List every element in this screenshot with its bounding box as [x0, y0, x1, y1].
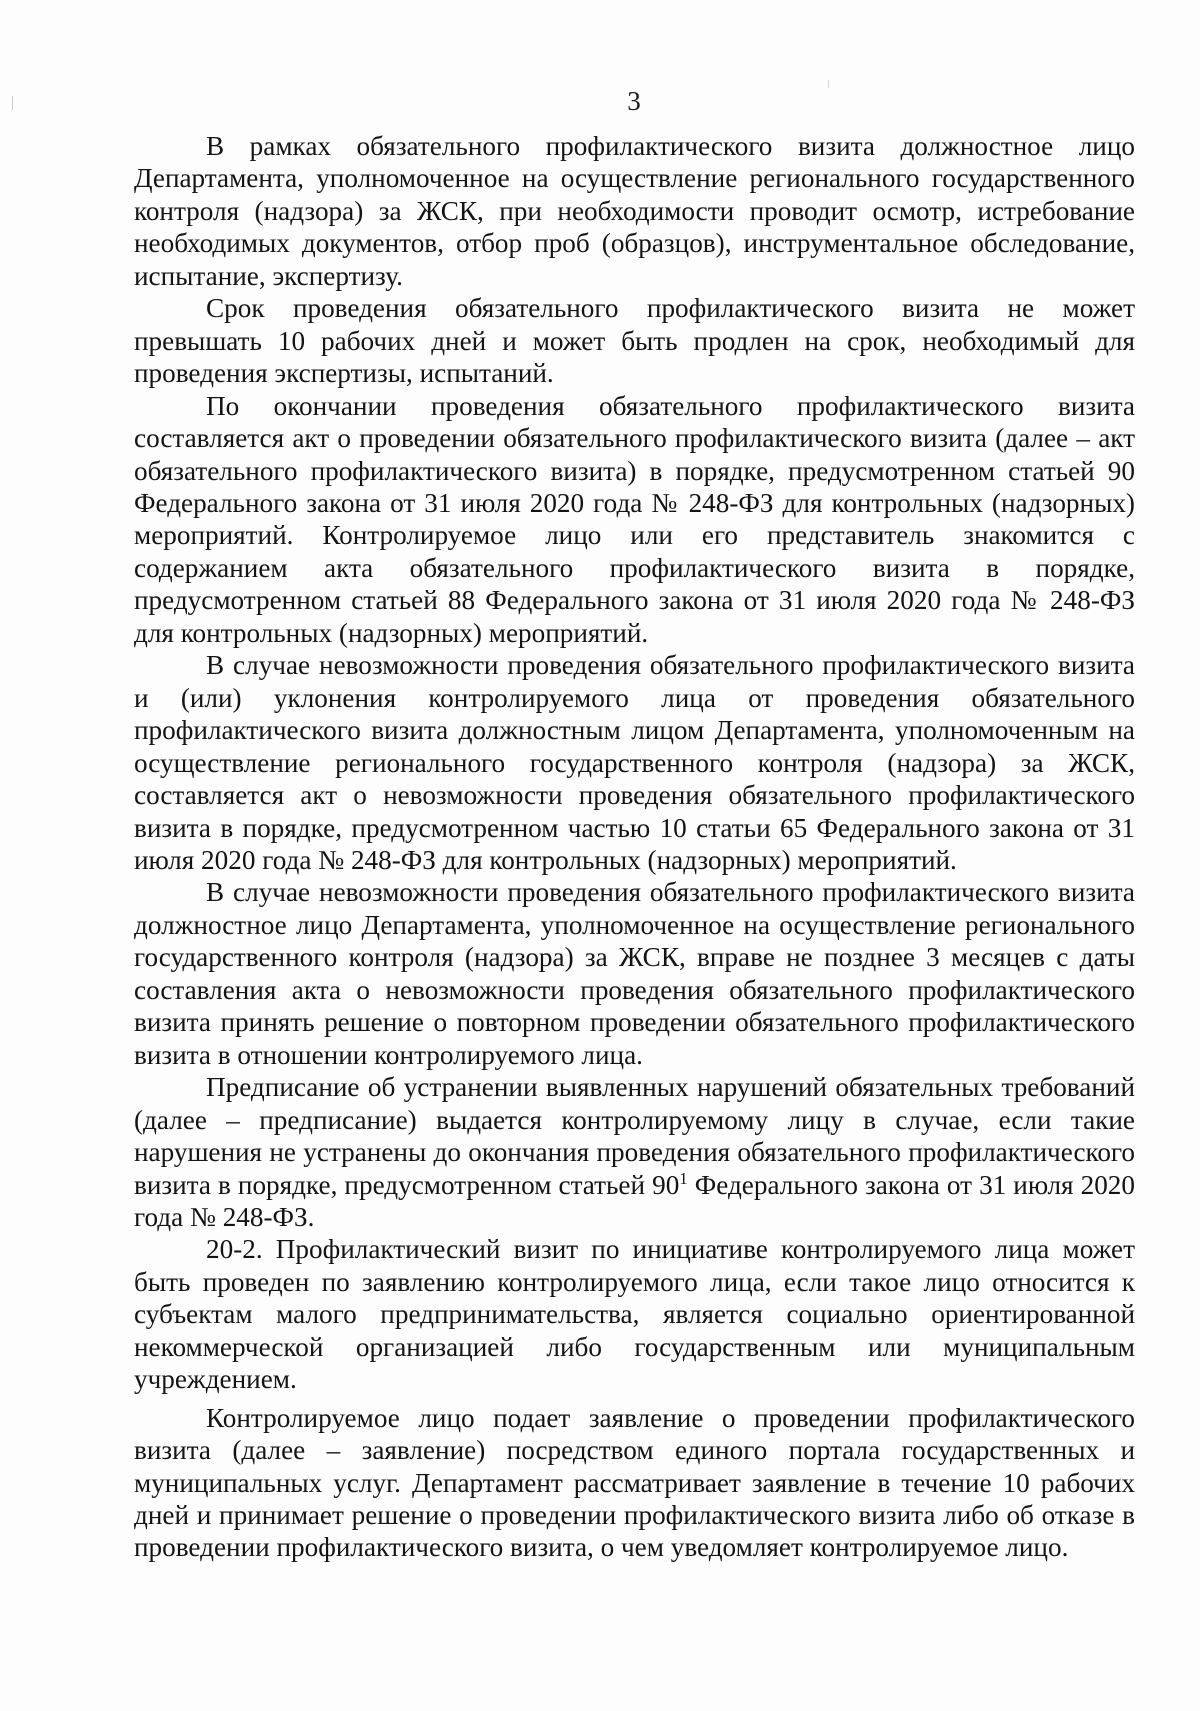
paragraph: В случае невозможности проведения обязательного профилактического визита и (или) уклонения контролируемого лица от проведения обязательного профилактического визита должностным лицом Департамента, уполномоченным на осуществление регионального государственного контроля (надзора) за ЖСК, составляется акт о невозможности проведения обязательного профилактического визита в порядке, предусмотренном частью 10 статьи 65 Федерального закона от 31 июля 2020 года № 248-ФЗ для контрольных (надзорных) мероприятий. — [134, 650, 1135, 875]
paragraph-text: Предписание об устранении выявленных нарушений обязательных требований (далее – предписание) выдается контролируемому лицу в случае, если такие нарушения не устранены до окончания проведения обязательного профилактического визита в порядке, предусмотренном статьей 90 — [134, 1072, 1135, 1200]
paragraph-text: Федерального закона от 31 июля 2020 года № 248-ФЗ. — [134, 1169, 1135, 1232]
paragraph: Срок проведения обязательного профилактического визита не может превышать 10 рабочих дней и может быть продлен на срок, необходимый для проведения экспертизы, испытаний. — [134, 293, 1135, 389]
document-body — [134, 130, 1135, 1564]
paragraph — [134, 1071, 1135, 1233]
paragraph: 20-2. Профилактический визит по инициативе контролируемого лица может быть проведен по заявлению контролируемого лица, если такое лицо относится к субъектам малого предпринимательства, является социально ориентированной некоммерческой организацией либо государственным или муниципальным учреждением. — [134, 1234, 1135, 1395]
paragraph: По окончании проведения обязательного профилактического визита составляется акт о проведении обязательного профилактического визита (далее – акт обязательного профилактического визита) в порядке, предусмотренном статьей 90 Федерального закона от 31 июля 2020 года № 248-ФЗ для контрольных (надзорных) мероприятий. Контролируемое лицо или его представитель знакомится с содержанием акта обязательного профилактического визита в порядке, предусмотренном статьей 88 Федерального закона от 31 июля 2020 года № 248-ФЗ для контрольных (надзорных) мероприятий. — [134, 390, 1135, 648]
paragraph: В рамках обязательного профилактического визита должностное лицо Департамента, уполномоченное на осуществление регионального государственного контроля (надзора) за ЖСК, при необходимости проводит осмотр, истребование необходимых документов, отбор проб (образцов), инструментальное обследование, испытание, экспертизу. — [134, 131, 1135, 291]
page-number: 3 — [627, 86, 641, 116]
paragraph: В случае невозможности проведения обязательного профилактического визита должностное лицо Департамента, уполномоченное на осуществление регионального государственного контроля (надзора) за ЖСК, вправе не позднее 3 месяцев с даты составления акта о невозможности проведения обязательного профилактического визита принять решение о повторном проведении обязательного профилактического визита в отношении контролируемого лица. — [134, 877, 1135, 1070]
superscript: 1 — [679, 1168, 688, 1188]
paragraph: Контролируемое лицо подает заявление о проведении профилактического визита (далее – заявление) посредством единого портала государственных и муниципальных услуг. Департамент рассматривает заявление в течение 10 рабочих дней и принимает решение о проведении профилактического визита либо об отказе в проведении профилактического визита, о чем уведомляет контролируемое лицо. — [134, 1402, 1135, 1563]
